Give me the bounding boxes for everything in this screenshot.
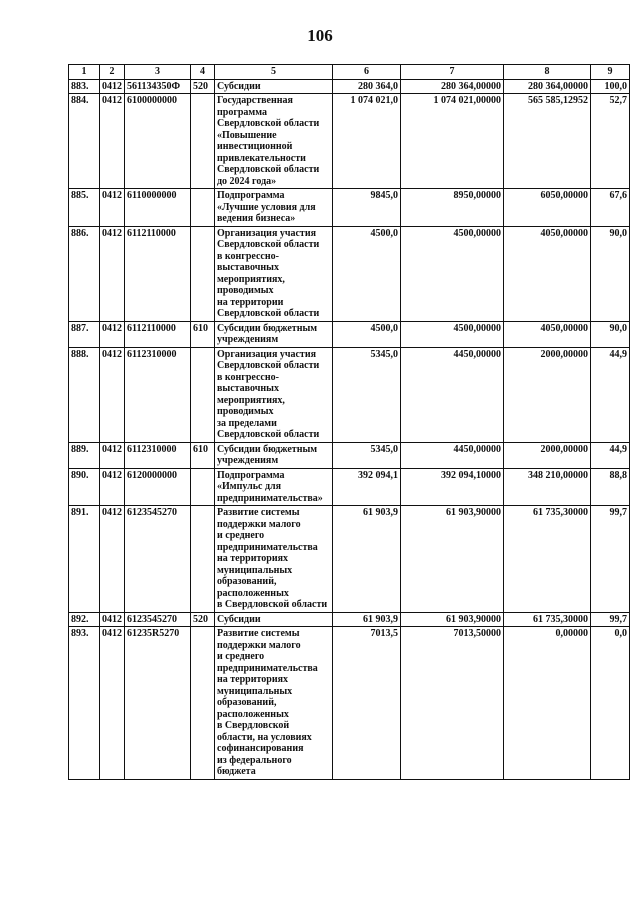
page-number: 106 <box>307 26 333 45</box>
section-code: 0412 <box>100 442 125 468</box>
expense-type: 610 <box>191 321 215 347</box>
target-code: 6112310000 <box>125 442 191 468</box>
item-name: Субсидии бюджетным учреждениям <box>215 321 333 347</box>
approved-amount: 5345,0 <box>333 347 401 442</box>
target-code: 6112110000 <box>125 321 191 347</box>
table-row <box>69 226 630 321</box>
table-row <box>69 79 630 94</box>
table-body <box>69 79 630 779</box>
expense-type <box>191 627 215 780</box>
execution-percent: 90,0 <box>591 321 630 347</box>
item-name: Развитие системы поддержки малого и среднего предпринимательства на территориях муниципальных образований, расположенных в Свердловской области <box>215 506 333 613</box>
item-name: Организация участия Свердловской области в конгрессно- выставочных мероприятиях, проводимых на территории Свердловской области <box>215 226 333 321</box>
row-number: 885. <box>69 189 100 227</box>
target-code: 6123545270 <box>125 506 191 613</box>
section-code: 0412 <box>100 226 125 321</box>
table-row <box>69 612 630 627</box>
expense-type <box>191 226 215 321</box>
expense-type: 520 <box>191 612 215 627</box>
item-name: Государственная программа Свердловской области «Повышение инвестиционной привлекательности Свердловской области до 2024 года» <box>215 94 333 189</box>
table-row <box>69 321 630 347</box>
approved-amount: 4500,0 <box>333 321 401 347</box>
section-code: 0412 <box>100 79 125 94</box>
approved-amount: 61 903,9 <box>333 506 401 613</box>
column-header-8: 8 <box>504 65 591 80</box>
executed-amount: 4050,00000 <box>504 226 591 321</box>
executed-amount: 348 210,00000 <box>504 468 591 506</box>
adjusted-amount: 4450,00000 <box>401 442 504 468</box>
table-row <box>69 94 630 189</box>
target-code: 6112310000 <box>125 347 191 442</box>
execution-percent: 88,8 <box>591 468 630 506</box>
target-code: 61235R5270 <box>125 627 191 780</box>
adjusted-amount: 7013,50000 <box>401 627 504 780</box>
item-name: Подпрограмма «Импульс для предпринимательства» <box>215 468 333 506</box>
execution-percent: 67,6 <box>591 189 630 227</box>
approved-amount: 61 903,9 <box>333 612 401 627</box>
section-code: 0412 <box>100 94 125 189</box>
item-name: Организация участия Свердловской области в конгрессно- выставочных мероприятиях, проводимых за пределами Свердловской области <box>215 347 333 442</box>
row-number: 892. <box>69 612 100 627</box>
row-number: 889. <box>69 442 100 468</box>
table-row <box>69 442 630 468</box>
column-header-2: 2 <box>100 65 125 80</box>
section-code: 0412 <box>100 612 125 627</box>
item-name: Развитие системы поддержки малого и среднего предпринимательства на территориях муниципальных образований, расположенных в Свердловской области, на условиях софинансирования из федерального бюджета <box>215 627 333 780</box>
approved-amount: 1 074 021,0 <box>333 94 401 189</box>
executed-amount: 2000,00000 <box>504 347 591 442</box>
target-code: 6123545270 <box>125 612 191 627</box>
section-code: 0412 <box>100 627 125 780</box>
execution-percent: 99,7 <box>591 612 630 627</box>
execution-percent: 44,9 <box>591 347 630 442</box>
row-number: 887. <box>69 321 100 347</box>
row-number: 884. <box>69 94 100 189</box>
approved-amount: 280 364,0 <box>333 79 401 94</box>
item-name: Субсидии <box>215 612 333 627</box>
row-number: 893. <box>69 627 100 780</box>
column-header-6: 6 <box>333 65 401 80</box>
adjusted-amount: 61 903,90000 <box>401 612 504 627</box>
approved-amount: 4500,0 <box>333 226 401 321</box>
section-code: 0412 <box>100 321 125 347</box>
executed-amount: 565 585,12952 <box>504 94 591 189</box>
executed-amount: 280 364,00000 <box>504 79 591 94</box>
execution-percent: 52,7 <box>591 94 630 189</box>
table-row <box>69 627 630 780</box>
section-code: 0412 <box>100 468 125 506</box>
expense-type: 520 <box>191 79 215 94</box>
item-name: Субсидии бюджетным учреждениям <box>215 442 333 468</box>
column-header-3: 3 <box>125 65 191 80</box>
executed-amount: 4050,00000 <box>504 321 591 347</box>
table-row <box>69 347 630 442</box>
expense-type <box>191 468 215 506</box>
table-row <box>69 468 630 506</box>
approved-amount: 392 094,1 <box>333 468 401 506</box>
execution-percent: 44,9 <box>591 442 630 468</box>
executed-amount: 2000,00000 <box>504 442 591 468</box>
item-name: Подпрограмма «Лучшие условия для ведения бизнеса» <box>215 189 333 227</box>
adjusted-amount: 4500,00000 <box>401 226 504 321</box>
column-header-1: 1 <box>69 65 100 80</box>
column-header-7: 7 <box>401 65 504 80</box>
adjusted-amount: 4500,00000 <box>401 321 504 347</box>
column-header-4: 4 <box>191 65 215 80</box>
section-code: 0412 <box>100 347 125 442</box>
table-row <box>69 189 630 227</box>
execution-percent: 99,7 <box>591 506 630 613</box>
executed-amount: 61 735,30000 <box>504 612 591 627</box>
adjusted-amount: 392 094,10000 <box>401 468 504 506</box>
row-number: 888. <box>69 347 100 442</box>
table-header-row <box>69 65 630 80</box>
execution-percent: 90,0 <box>591 226 630 321</box>
adjusted-amount: 8950,00000 <box>401 189 504 227</box>
target-code: 6120000000 <box>125 468 191 506</box>
budget-table <box>68 64 630 780</box>
expense-type <box>191 189 215 227</box>
adjusted-amount: 61 903,90000 <box>401 506 504 613</box>
expense-type <box>191 506 215 613</box>
row-number: 891. <box>69 506 100 613</box>
section-code: 0412 <box>100 189 125 227</box>
execution-percent: 0,0 <box>591 627 630 780</box>
expense-type <box>191 347 215 442</box>
target-code: 6110000000 <box>125 189 191 227</box>
approved-amount: 7013,5 <box>333 627 401 780</box>
expense-type <box>191 94 215 189</box>
target-code: 6112110000 <box>125 226 191 321</box>
expense-type: 610 <box>191 442 215 468</box>
item-name: Субсидии <box>215 79 333 94</box>
adjusted-amount: 280 364,00000 <box>401 79 504 94</box>
adjusted-amount: 4450,00000 <box>401 347 504 442</box>
row-number: 886. <box>69 226 100 321</box>
column-header-5: 5 <box>215 65 333 80</box>
target-code: 561134350Ф <box>125 79 191 94</box>
executed-amount: 0,00000 <box>504 627 591 780</box>
row-number: 890. <box>69 468 100 506</box>
executed-amount: 6050,00000 <box>504 189 591 227</box>
table-row <box>69 506 630 613</box>
approved-amount: 9845,0 <box>333 189 401 227</box>
adjusted-amount: 1 074 021,00000 <box>401 94 504 189</box>
section-code: 0412 <box>100 506 125 613</box>
approved-amount: 5345,0 <box>333 442 401 468</box>
row-number: 883. <box>69 79 100 94</box>
target-code: 6100000000 <box>125 94 191 189</box>
executed-amount: 61 735,30000 <box>504 506 591 613</box>
column-header-9: 9 <box>591 65 630 80</box>
execution-percent: 100,0 <box>591 79 630 94</box>
